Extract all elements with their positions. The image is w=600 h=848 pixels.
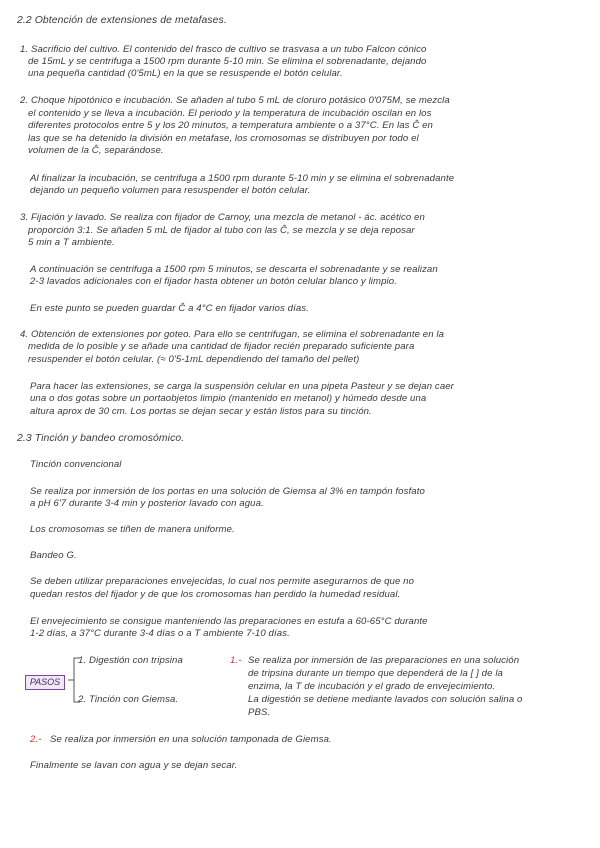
paso1-text-line3: enzima, la T de incubación y el grado de envejecimiento. — [248, 681, 496, 692]
conv-text-line2: a pH 6'7 durante 3-4 min y posterior lavado con agua. — [30, 498, 264, 509]
step4-line2: medida de lo posible y se añade una cantidad de fijador recién preparado suficiente para — [28, 341, 415, 352]
conv-result: Los cromosomas se tiñen de manera uniforme. — [30, 524, 235, 535]
step1-line3: una pequeña cantidad (0'5mL) en la que se resuspende el botón celular. — [28, 68, 343, 79]
paso2-text: Se realiza por inmersión en una solución tamponada de Giemsa. — [50, 734, 332, 745]
paso1-text-line2: de tripsina durante un tiempo que dependerá de la [ ] de la — [248, 668, 503, 679]
step2-line4: las que se ha detenido la división en metafase, los cromosomas se distribuyen por todo el — [28, 133, 419, 144]
conv-text-line1: Se realiza por inmersión de los portas en una solución de Giemsa al 3% en tampón fosfato — [30, 486, 425, 497]
conv-title: Tinción convencional — [30, 459, 122, 470]
step2b-line1: Al finalizar la incubación, se centrifuga a 1500 rpm durante 5-10 min y se elimina el sobrenadante — [30, 173, 455, 184]
bandeo-title: Bandeo G. — [30, 550, 77, 561]
paso1-text-line4: La digestión se detiene mediante lavados con solución salina o — [248, 694, 523, 705]
bandeo-text-line2: quedan restos del fijador y de que los cromosomas han perdido la humedad residual. — [30, 589, 401, 600]
step4-line3: resuspender el botón celular. (≈ 0'5-1mL dependiendo del tamaño del pellet) — [28, 354, 360, 365]
step3c-line: En este punto se pueden guardar Ĉ a 4°C en fijador varios días. — [30, 303, 309, 314]
step3b-line2: 2-3 lavados adicionales con el fijador hasta obtener un botón celular blanco y limpio. — [30, 276, 397, 287]
pasos-box: PASOS — [25, 675, 65, 690]
step1-line2: de 15mL y se centrifuga a 1500 rpm durante 5-10 min. Se elimina el sobrenadante, dejando — [28, 56, 427, 67]
section-2-3-title: 2.3 Tinción y bandeo cromosómico. — [17, 433, 185, 444]
aging-text-line2: 1-2 días, a 37°C durante 3-4 días o a T ambiente 7-10 días. — [30, 628, 290, 639]
paso1-text-line5: PBS. — [248, 707, 271, 718]
aging-text-line1: El envejecimiento se consigue manteniendo las preparaciones en estufa a 60-65°C durante — [30, 616, 428, 627]
step3b-line1: A continuación se centrifuga a 1500 rpm 5 minutos, se descarta el sobrenadante y se realizan — [30, 264, 438, 275]
step2-line2: el contenido y se lleva a incubación. El periodo y la temperatura de incubación oscilan en los — [28, 108, 432, 119]
step1-line1: 1. Sacrificio del cultivo. El contenido del frasco de cultivo se trasvasa a un tubo Falcon cónico — [20, 44, 427, 55]
step4b-line3: altura aprox de 30 cm. Los portas se dejan secar y están listos para su tinción. — [30, 406, 372, 417]
paso1-text-line1: Se realiza por inmersión de las preparaciones en una solución — [248, 655, 520, 666]
final-line: Finalmente se lavan con agua y se dejan secar. — [30, 760, 238, 771]
section-2-2-title: 2.2 Obtención de extensiones de metafases. — [17, 15, 227, 26]
step4b-line2: una o dos gotas sobre un portaobjetos limpio (mantenido en metanol) y húmedo desde una — [30, 393, 427, 404]
step2-line1: 2. Choque hipotónico e incubación. Se añaden al tubo 5 mL de cloruro potásico 0'075M, se mezcla — [20, 95, 450, 106]
step3-line3: 5 min a T ambiente. — [28, 237, 115, 248]
step3-line1: 3. Fijación y lavado. Se realiza con fijador de Carnoy, una mezcla de metanol - ác. acético en — [20, 212, 425, 223]
step4-line1: 4. Obtención de extensiones por goteo. Para ello se centrifugan, se elimina el sobrenadante en la — [20, 329, 445, 340]
step4b-line1: Para hacer las extensiones, se carga la suspensión celular en una pipeta Pasteur y se dejan caer — [30, 381, 454, 392]
paso2-marker: 2.- — [30, 734, 42, 745]
paso2-label: 2. Tinción con Giemsa. — [78, 694, 179, 705]
bandeo-text-line1: Se deben utilizar preparaciones envejecidas, lo cual nos permite asegurarnos de que no — [30, 576, 415, 587]
step2-line3: diferentes protocolos entre 5 y los 20 minutos, a temperatura ambiente o a 37°C. En las Ĉ en — [28, 120, 433, 131]
paso1-label: 1. Digestión con tripsina — [78, 655, 183, 666]
step2b-line2: dejando un pequeño volumen para resuspender el botón celular. — [30, 185, 311, 196]
step3-line2: proporción 3:1. Se añaden 5 mL de fijador al tubo con las Ĉ, se mezcla y se deja reposar — [28, 225, 415, 236]
step2-line5: volumen de la Ĉ, separándose. — [28, 145, 164, 156]
paso1-marker: 1.- — [230, 655, 242, 666]
